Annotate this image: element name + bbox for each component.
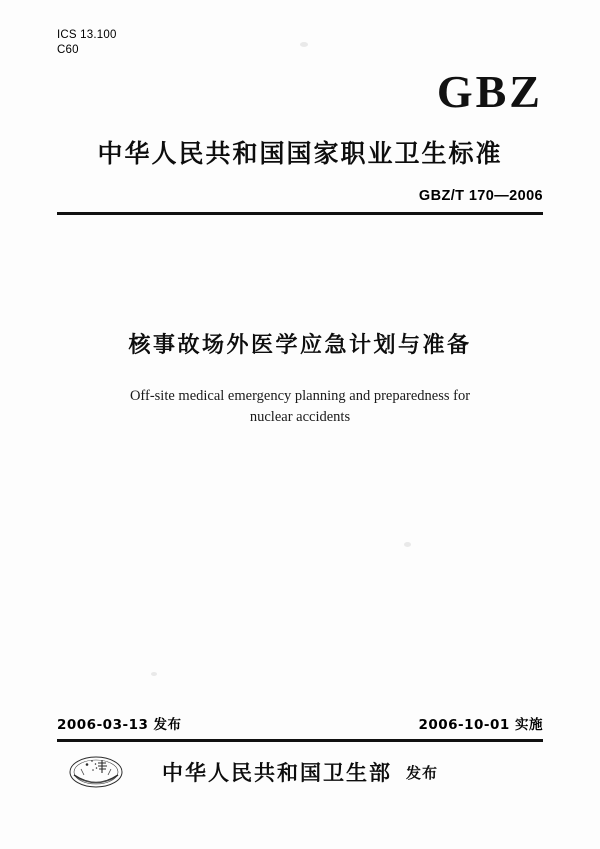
document-title-en (0, 386, 600, 428)
issue-date: 2006-03-13 发布 (57, 717, 182, 733)
document-title-cn: 核事故场外医学应急计划与准备 (128, 333, 472, 358)
standard-authority-title: 中华人民共和国国家职业卫生标准 (97, 139, 503, 168)
ics-code: ICS 13.100 (57, 29, 117, 41)
ics-block (57, 28, 117, 58)
header-divider (57, 212, 543, 215)
publisher-row (57, 752, 543, 792)
publisher-name: 中华人民共和国卫生部 (161, 761, 392, 785)
effective-date: 2006-10-01 实施 (418, 717, 543, 733)
document-title-en-line2: nuclear accidents (249, 409, 351, 425)
standard-number: GBZ/T 170—2006 (418, 188, 543, 204)
scan-artifact (300, 42, 308, 47)
classification-code: C60 (57, 44, 79, 56)
national-emblem-icon (67, 752, 125, 792)
scan-artifact (404, 542, 411, 547)
standard-mark: GBZ (436, 66, 543, 117)
document-title-en-line1: Off-site medical emergency planning and preparedness for (129, 388, 471, 404)
publisher-action: 发布 (405, 763, 438, 782)
scan-artifact (151, 672, 157, 676)
footer-divider (57, 739, 543, 742)
